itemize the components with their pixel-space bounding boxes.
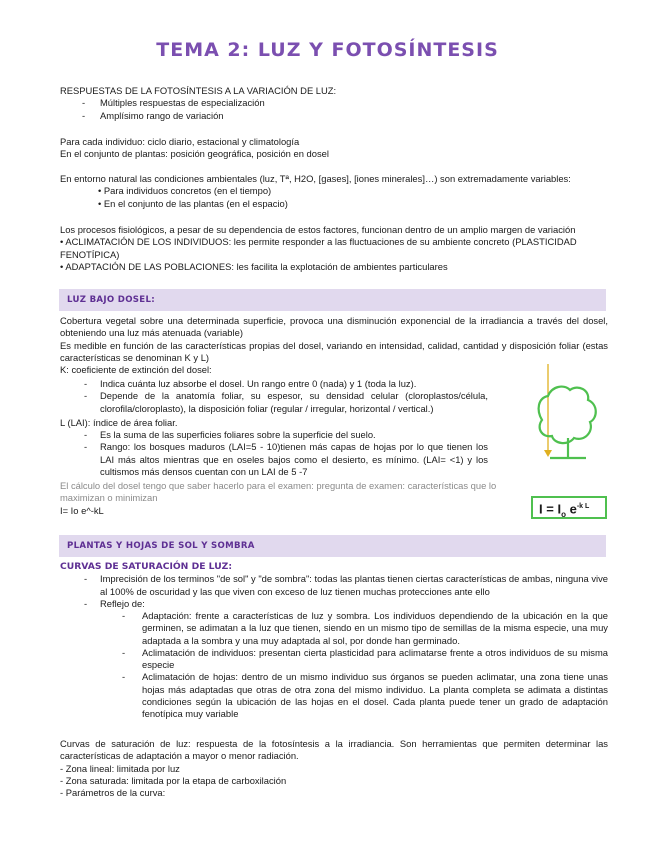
text-line: Curvas de saturación de luz: respuesta de la fotosíntesis a la irradiancia. Son herramientas que permiten determinar las características de adaptación a mayor o menor radiación. <box>60 738 608 762</box>
list-item: - Amplísimo rango de variación <box>60 110 608 122</box>
formula-text: I= Io e^-kL <box>60 505 104 516</box>
subsection-title: CURVAS DE SATURACIÓN DE LUZ: <box>60 561 232 572</box>
text-line: - Zona saturada: limitada por la etapa de carboxilación <box>60 774 287 786</box>
section2-closing <box>60 738 608 799</box>
formula-box <box>531 496 607 519</box>
list-item: - Imprecisión de los terminos "de sol" y "de sombra": todas las plantas tienen ciertas características de ambas, ninguna vive al 100% de oscuridad y las que viven con exceso de luz tienen muchas protecciones ante ello <box>60 573 608 598</box>
arrow-head <box>544 450 552 457</box>
section-title: PLANTAS Y HOJAS DE SOL Y SOMBRA <box>67 541 255 551</box>
list-item: - Rango: los bosques maduros (LAI=5 - 10)tienen más capas de hojas por lo que tienen los LAI más altos mientras que en oseles bajos como el desierto, es mínimo. (LAI= <1) y los cultismos más densos cuentan con un LAI de 5 -7 <box>60 441 488 478</box>
section-title: LUZ BAJO DOSEL: <box>67 295 155 305</box>
page-title: TEMA 2: LUZ Y FOTOSÍNTESIS <box>156 39 499 61</box>
list-item: - Múltiples respuestas de especialización <box>60 97 608 109</box>
paragraph <box>60 136 608 161</box>
list-item: - Depende de la anatomía foliar, su espesor, su densidad celular (cloroplastos/célula, clorofila/cloroplasto), la disposición foliar (regular / irregular, horizontal / vertical.) <box>60 390 488 415</box>
list-item: - Aclimatación de hojas: dentro de un mismo individuo sus órganos se pueden aclimatar, una zona tiene unas hojas más adaptadas que otras de otra zona del mismo individuo. La planta completa se adimata a distintas condiciones según la ubicación de las hojas en el dosel. Cada planta puede tener un grado de adaptación fenotípica muy variable <box>60 671 608 720</box>
k-label: K: coeficiente de extinción del dosel: <box>60 364 212 376</box>
l-list <box>60 429 488 478</box>
bullet-item: • En el conjunto de las plantas (en el espacio) <box>98 197 288 209</box>
list-item: - Reflejo de: <box>60 598 608 610</box>
section-header-plantas-sol-sombra <box>59 535 606 557</box>
text-line: En entorno natural las condiciones ambientales (luz, Tª, H2O, [gases], [iones minerales]…) son extremadamente variables: <box>60 173 571 184</box>
text-line: • ACLIMATACIÓN DE LOS INDIVIDUOS: les permite responder a las fluctuaciones de su ambiente concreto (PLASTICIDAD FENOTÍPICA) <box>60 236 577 260</box>
intro-heading: RESPUESTAS DE LA FOTOSÍNTESIS A LA VARIACIÓN DE LUZ: <box>60 85 337 96</box>
text-line: Es medible en función de las características propias del dosel, variando en intensidad, calidad, cantidad y disposición foliar (estas características se denominan K y L) <box>60 339 608 363</box>
paragraph <box>60 173 608 210</box>
text-line: El cálculo del dosel tengo que saber hacerlo para el examen: pregunta de examen: características que lo maximizan o minimizan <box>60 480 497 504</box>
section-header-luz-bajo-dosel <box>59 289 606 311</box>
section2-body <box>60 561 608 610</box>
list-item: - Es la suma de las superficies foliares sobre la superficie del suelo. <box>60 429 488 441</box>
paragraph <box>60 224 608 273</box>
bullet-item: • Para individuos concretos (en el tiempo) <box>98 185 272 197</box>
list-item: - Aclimatación de individuos: presentan cierta plasticidad para aclimatarse frente a otros individuos de su misma especie <box>60 647 608 672</box>
l-label-line <box>60 417 488 429</box>
sub-list <box>60 610 608 721</box>
formula: $I = I_o$ $e^{-k L}$ <box>539 501 590 519</box>
exam-note <box>60 480 530 505</box>
l-label: L (LAI): índice de área foliar. <box>60 417 178 428</box>
formula-line <box>60 505 608 517</box>
intro-block <box>60 85 608 122</box>
text-line: Los procesos fisiológicos, a pesar de su dependencia de estos factores, funcionan dentro de un amplio margen de variación <box>60 224 576 235</box>
text-line: - Parámetros de la curva: <box>60 787 166 799</box>
list-item: - Adaptación: frente a características de luz y sombra. Los individuos dependiendo de la ubicación en la que germinen, se adimatan a la luz que tienen, siendo en un mismo tipo de semillas de la misma especie, una muy adaptada a la sombra y una muy adaptada al sol, por donde han germinado. <box>60 610 608 647</box>
text-line: En el conjunto de plantas: posición geográfica, posición en dosel <box>60 148 329 160</box>
list-item: - Indica cuánta luz absorbe el dosel. Un rango entre 0 (nada) y 1 (toda la luz). <box>60 378 488 390</box>
text-line: Para cada individuo: ciclo diario, estacional y climatología <box>60 136 300 147</box>
k-list <box>60 378 488 415</box>
text-line: • ADAPTACIÓN DE LAS POBLACIONES: les facilita la explotación de ambientes particulares <box>60 260 448 272</box>
text-line: Cobertura vegetal sobre una determinada superficie, provoca una disminución exponencial de la irradiancia a través del dosel, obteniendo una luz más atenuada (variable) <box>60 315 608 339</box>
canopy-tree-illustration <box>528 360 608 480</box>
text-line: - Zona lineal: limitada por luz <box>60 762 180 774</box>
tree-crown <box>539 387 596 443</box>
section1-body <box>60 315 608 376</box>
